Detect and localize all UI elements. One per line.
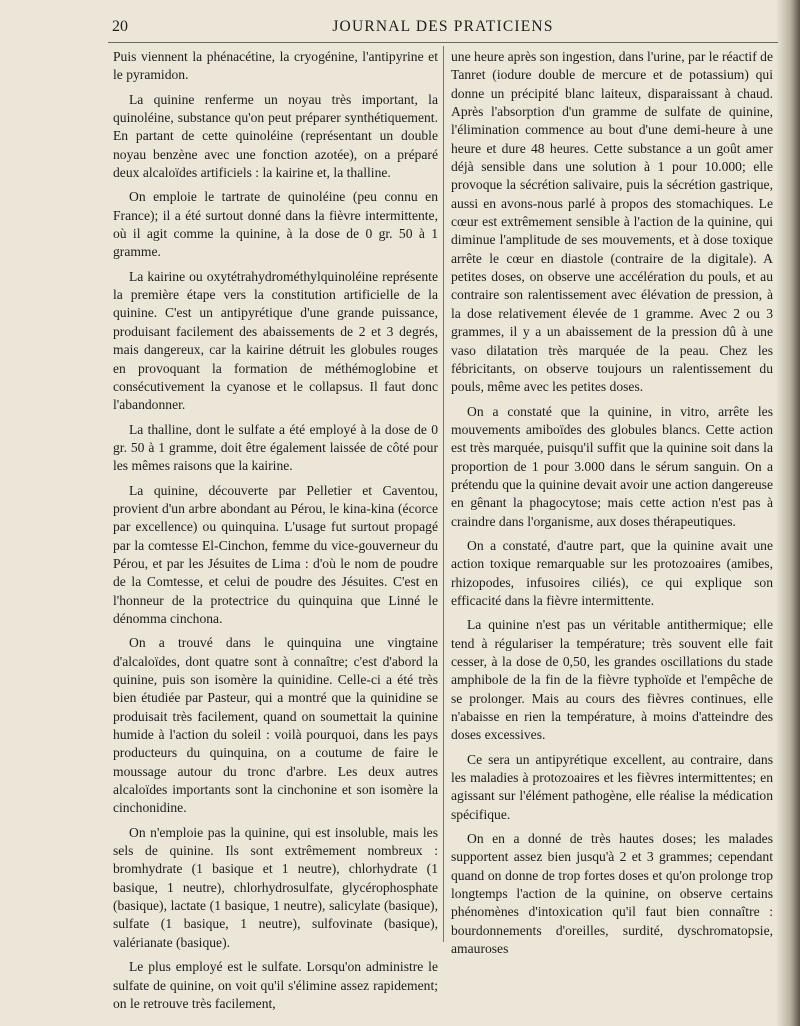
paragraph: La quinine n'est pas un véritable antithermique; elle tend à régulariser la température; très souvent elle fait cesser, à la dose de 0,50, les grandes oscillations du stade amphibole de la fin de la fièvre typhoïde et l'empêche de se prolonger. Mais au cours des fièvres continues, elle n'abaisse en rien la température, à moins d'atteindre des doses excessives. [451, 617, 773, 743]
paragraph: Ce sera un antipyrétique excellent, au contraire, dans les maladies à protozoaires et les fièvres intermittentes; en agissant sur l'élément pathogène, elle réalise la médication spécifique. [451, 751, 773, 822]
paragraph: La quinine, découverte par Pelletier et Caventou, provient d'un arbre abondant au Pérou, le kina-kina (écorce par excellence) ou quinquina. L'usage fut surtout propagé par la comtesse El-Cinchon, femme du vice-gouverneur du Pérou, et par les Jésuites de Lima : d'où le nom de poudre de la Comtesse, et celui de poudre des Jésuites. C'est en l'honneur de la protectrice du quinquina que Linné le dénomma cinchona. [113, 482, 438, 626]
column-divider [443, 46, 444, 942]
paragraph: On n'emploie pas la quinine, qui est insoluble, mais les sels de quinine. Ils sont extrêmement nombreux : bromhydrate (1 basique et 1 neutre), chlorhydrate (1 basique, 1 neutre), chlorhydrosulfate, glycérophosphate (basique), lactate (1 basique, 1 neutre), salicylate (basique), sulfate (1 basique, 1 neutre), sulfovinate (basique), valérianate (basique). [113, 824, 438, 950]
paragraph: une heure après son ingestion, dans l'urine, par le réactif de Tanret (iodure double de mercure et de potassium) qui donne un précipité blanc laiteux, disparaissant à chaud. Après l'absorption d'un gramme de sulfate de quinine, l'élimination commence au bout d'une demi-heure à une heure et dure 48 heures. Cette substance a un goût amer déjà sensible dans une solution à 1 pour 10.000; elle provoque la sécrétion salivaire, puis la sécrétion gastrique, aussi en avons-nous parlé à propos des stomachiques. Le cœur est extrêmement sensible à l'action de la quinine, qui diminue l'amplitude de ses mouvements, et à dose toxique arrête le cœur en diastole (contraire de la digitale). A petites doses, on observe une accélération du pouls, et au contraire son ralentissement avec élévation de pression, à la dose relativement élevée de 1 gramme. Avec 2 ou 3 grammes, il y a un abaissement de la pression dû à une vaso dilatation très marquée de la peau. Chez les fébricitants, on observe toujours un ralentissement du pouls, même avec les petites doses. [451, 49, 773, 395]
paragraph: On a constaté que la quinine, in vitro, arrête les mouvements amiboïdes des globules blancs. Cette action est très marquée, puisqu'il suffit que la quinine soit dans la proportion de 1 pour 3.000 dans le sérum sanguin. On a prétendu que la quinine devait avoir une action dangereuse en gênant la phagocytose; mais cette action n'est pas à craindre dans l'organisme, aux doses thérapeutiques. [451, 403, 773, 529]
paragraph: La kairine ou oxytétrahydrométhylquinoléine représente la première étape vers la constitution artificielle de la quinine. C'est un antipyrétique d'une grande puissance, produisant facilement des abaissements de 2 et 3 degrés, mais dangereux, car la kairine détruit les globules rouges en provoquant la formation de méthémoglobine et consécutivement la cyanose et le collapsus. Il faut donc l'abandonner. [113, 268, 438, 413]
paragraph: On emploie le tartrate de quinoléine (peu connu en France); il a été surtout donné dans la fièvre intermittente, où il agit comme la quinine, à la dose de 0 gr. 50 à 1 gramme. [113, 189, 438, 260]
paragraph: Le plus employé est le sulfate. Lorsqu'on administre le sulfate de quinine, on voit qu'il s'élimine assez rapidement; on le retrouve très facilement, [113, 959, 438, 1011]
paragraph: Puis viennent la phénacétine, la cryogénine, l'antipyrine et le pyramidon. [113, 49, 438, 83]
page-number: 20 [112, 18, 128, 35]
left-column [113, 48, 438, 1013]
paragraph: On a constaté, d'autre part, que la quinine avait une action toxique remarquable sur les protozoaires (amibes, rhizopodes, infusoires ciliés), ce qui explique son efficacité dans la fièvre intermittente. [451, 537, 773, 608]
paragraph: On en a donné de très hautes doses; les malades supportent assez bien jusqu'à 2 et 3 grammes; cependant quand on donne de trop fortes doses et qu'on prolonge trop longtemps l'action de la quinine, on observe certains phénomènes d'intoxication qu'il faut bien connaître : bourdonnements d'oreilles, surdité, dyschromatopsie, amauroses [451, 831, 773, 957]
paragraph: On a trouvé dans le quinquina une vingtaine d'alcaloïdes, dont quatre sont à connaître; c'est d'abord la quinine, puis son isomère la quinidine. Celle-ci a été très bien étudiée par Pasteur, qui a montré que la quinidine se produisait très facilement, quand on soumettait la quinine humide à l'action du soleil : voilà pourquoi, dans les pays producteurs du quinquina, on a coutume de faire le moussage autour du tronc d'arbre. Les deux autres alcaloïdes importants sont la cinchonine et son isomère la cinchonidine. [113, 635, 438, 816]
paragraph: La thalline, dont le sulfate a été employé à la dose de 0 gr. 50 à 1 gramme, doit être également laissée de côté pour les mêmes raisons que la kairine. [113, 421, 438, 474]
right-column [451, 48, 773, 959]
journal-title: JOURNAL DES PRATICIENS [332, 18, 554, 35]
page-header [108, 18, 778, 42]
paragraph: La quinine renferme un noyau très important, la quinoléine, substance qu'on peut préparer synthétiquement. En partant de cette quinoléine (représentant un double noyau benzène avec une fonction azotée), on a préparé deux alcaloïdes artificiels : la kairine et, la thalline. [113, 91, 438, 181]
header-rule [108, 42, 778, 43]
page-edge-shadow [776, 0, 800, 1026]
